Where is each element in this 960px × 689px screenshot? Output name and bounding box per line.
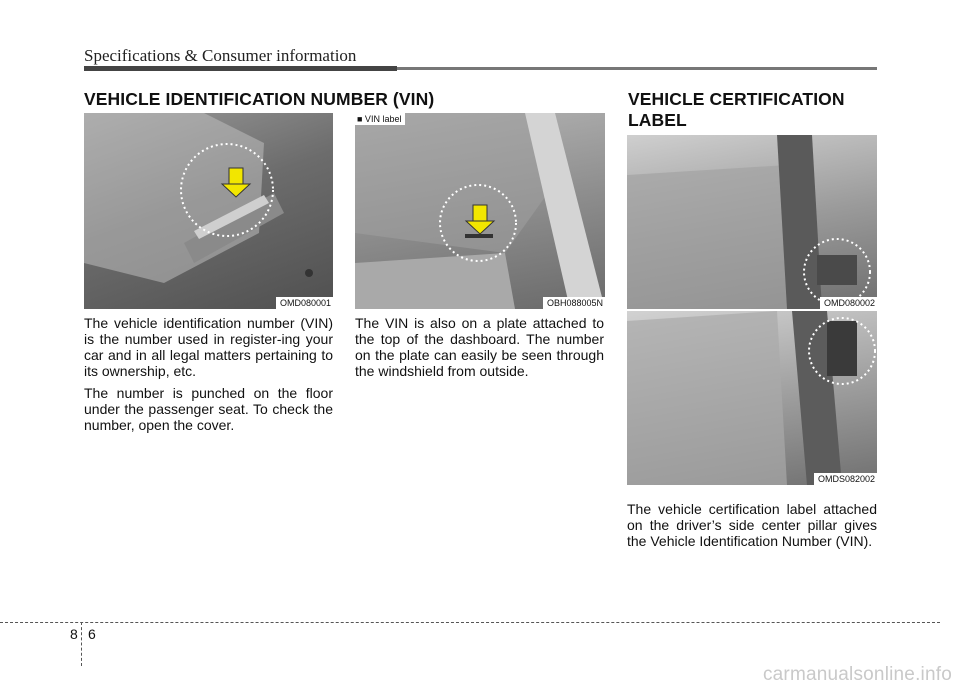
vin-paragraph-3: The VIN is also on a plate attached to the top of the dashboard. The number on the plate can easily be seen through the windshield from outside. — [355, 315, 604, 379]
cert-pillar-illustration-2 — [627, 311, 877, 485]
vin-dashboard-photo — [355, 113, 605, 309]
vin-floor-illustration — [84, 113, 333, 309]
watermark: carmanualsonline.info — [762, 664, 952, 685]
photo-code: OMDS082002 — [814, 473, 877, 485]
footer-divider — [81, 622, 82, 666]
vin-text-column-2 — [355, 315, 604, 385]
cert-section-title-line2: LABEL — [628, 110, 687, 130]
page-chapter: 8 — [70, 626, 78, 642]
vin-section-title: VEHICLE IDENTIFICATION NUMBER (VIN) — [84, 89, 435, 109]
footer-rule — [0, 622, 940, 623]
vin-paragraph-1: The vehicle identification number (VIN) is the number used in register-ing your car and in all legal matters pertaining to its ownership, etc. — [84, 315, 333, 379]
photo-tag: ■ VIN label — [355, 113, 405, 125]
cert-pillar-illustration-1 — [627, 135, 877, 309]
photo-code: OMD080002 — [820, 297, 877, 309]
cert-pillar-photo-1 — [627, 135, 877, 309]
cert-section-title-line1: VEHICLE CERTIFICATION — [628, 89, 845, 109]
photo-code: OBH088005N — [543, 297, 605, 309]
header-rule-accent — [84, 66, 397, 71]
header-title: Specifications & Consumer information — [84, 46, 357, 65]
vin-text-column-1 — [84, 315, 333, 439]
cert-paragraph-1: The vehicle certification label attached on the driver’s side center pillar gives the Vehicle Identification Number (VIN). — [627, 501, 877, 549]
cert-pillar-photo-2 — [627, 311, 877, 485]
page-number: 6 — [88, 626, 96, 642]
vin-floor-photo — [84, 113, 333, 309]
photo-code: OMD080001 — [276, 297, 333, 309]
vin-dashboard-illustration — [355, 113, 605, 309]
vin-paragraph-2: The number is punched on the floor under the passenger seat. To check the number, open the cover. — [84, 385, 333, 433]
cert-text-column — [627, 501, 877, 555]
